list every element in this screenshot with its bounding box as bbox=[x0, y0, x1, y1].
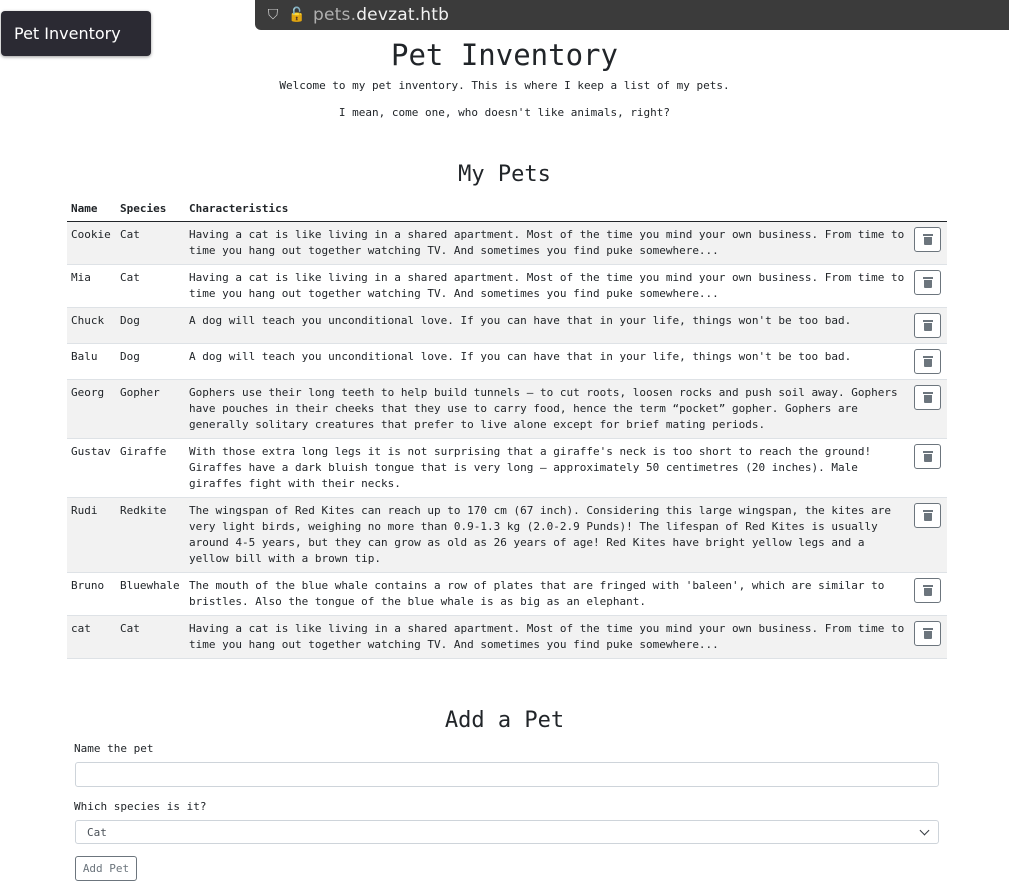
intro-subtext: I mean, come one, who doesn't like animals, right? bbox=[338, 106, 671, 119]
pet-actions-cell bbox=[909, 307, 947, 343]
pet-name-cell: Mia bbox=[67, 264, 116, 307]
table-row bbox=[67, 438, 947, 497]
pet-characteristics-cell: Gophers use their long teeth to help build tunnels – to cut roots, loosen rocks and push soil away. Gophers have pouches in their cheeks that they use to carry food, hence the term “pocket” gopher. Gophers are generally solitary creatures that prefer to live alone except for brief mating periods. bbox=[185, 379, 909, 438]
url-text[interactable]: pets.devzat.htb bbox=[313, 5, 450, 25]
add-pet-heading: Add a Pet bbox=[444, 708, 565, 733]
table-row bbox=[67, 307, 947, 343]
delete-pet-button[interactable] bbox=[914, 349, 941, 374]
table-row bbox=[67, 497, 947, 572]
pet-species-cell: Dog bbox=[116, 307, 185, 343]
tab-tooltip: Pet Inventory bbox=[1, 11, 151, 56]
pet-characteristics-cell: The wingspan of Red Kites can reach up to 170 cm (67 inch). Considering this large wingspan, the kites are very light birds, weighing no more than 0.9-1.3 kg (2.0-2.9 Punds)! The lifespan of Red Kites is usually around 4-5 years, but they can grow as old as 26 years of age! Red Kites have bright yellow legs and a yellow bill with a brown tip. bbox=[185, 497, 909, 572]
species-label: Which species is it? bbox=[74, 800, 207, 813]
pets-table bbox=[67, 198, 947, 659]
table-header-row bbox=[67, 198, 947, 221]
pet-actions-cell bbox=[909, 221, 947, 264]
trash-icon bbox=[923, 277, 933, 288]
pet-species-cell: Cat bbox=[116, 264, 185, 307]
delete-pet-button[interactable] bbox=[914, 578, 941, 603]
pet-name-cell: Balu bbox=[67, 343, 116, 379]
page-title: Pet Inventory bbox=[391, 38, 618, 72]
column-header-species: Species bbox=[116, 198, 185, 221]
pet-actions-cell bbox=[909, 264, 947, 307]
species-select[interactable] bbox=[75, 820, 939, 844]
pet-name-input[interactable] bbox=[75, 762, 939, 787]
pet-species-cell: Cat bbox=[116, 615, 185, 658]
pet-characteristics-cell: Having a cat is like living in a shared apartment. Most of the time you mind your own business. From time to time you hang out together watching TV. And sometimes you find puke somewhere... bbox=[185, 221, 909, 264]
trash-icon bbox=[923, 585, 933, 596]
trash-icon bbox=[923, 510, 933, 521]
species-selected-value: Cat bbox=[87, 825, 107, 839]
column-header-characteristics: Characteristics bbox=[185, 198, 909, 221]
pet-name-cell: Gustav bbox=[67, 438, 116, 497]
pet-name-cell: Georg bbox=[67, 379, 116, 438]
table-row bbox=[67, 264, 947, 307]
pet-characteristics-cell: A dog will teach you unconditional love. If you can have that in your life, things won't be too bad. bbox=[185, 307, 909, 343]
table-row bbox=[67, 379, 947, 438]
delete-pet-button[interactable] bbox=[914, 385, 941, 410]
pet-actions-cell bbox=[909, 497, 947, 572]
chevron-down-icon bbox=[920, 826, 930, 836]
insecure-lock-icon[interactable]: 🔓 bbox=[288, 7, 306, 23]
table-row bbox=[67, 221, 947, 264]
pet-species-cell: Gopher bbox=[116, 379, 185, 438]
pet-characteristics-cell: The mouth of the blue whale contains a row of plates that are fringed with 'baleen', which are similar to bristles. Also the tongue of the blue whale is as big as an elephant. bbox=[185, 572, 909, 615]
trash-icon bbox=[923, 320, 933, 331]
pet-name-cell: Rudi bbox=[67, 497, 116, 572]
delete-pet-button[interactable] bbox=[914, 503, 941, 528]
table-row bbox=[67, 615, 947, 658]
pet-characteristics-cell: With those extra long legs it is not surprising that a giraffe's neck is too short to reach the ground! Giraffes have a dark bluish tongue that is very long – approximately 50 centimetres (20 inches). Male giraffes fight with their necks. bbox=[185, 438, 909, 497]
pet-actions-cell bbox=[909, 379, 947, 438]
pet-species-cell: Cat bbox=[116, 221, 185, 264]
trash-icon bbox=[923, 356, 933, 367]
pet-actions-cell bbox=[909, 438, 947, 497]
shield-icon[interactable]: ⛉ bbox=[267, 7, 279, 23]
pet-characteristics-cell: A dog will teach you unconditional love. If you can have that in your life, things won't be too bad. bbox=[185, 343, 909, 379]
delete-pet-button[interactable] bbox=[914, 313, 941, 338]
table-row bbox=[67, 572, 947, 615]
pet-characteristics-cell: Having a cat is like living in a shared apartment. Most of the time you mind your own business. From time to time you hang out together watching TV. And sometimes you find puke somewhere... bbox=[185, 615, 909, 658]
my-pets-heading: My Pets bbox=[458, 162, 551, 187]
browser-toolbar bbox=[0, 0, 1009, 34]
pet-species-cell: Redkite bbox=[116, 497, 185, 572]
pet-name-cell: Chuck bbox=[67, 307, 116, 343]
trash-icon bbox=[923, 234, 933, 245]
pet-characteristics-cell: Having a cat is like living in a shared apartment. Most of the time you mind your own business. From time to time you hang out together watching TV. And sometimes you find puke somewhere... bbox=[185, 264, 909, 307]
table-row bbox=[67, 343, 947, 379]
pet-name-cell: cat bbox=[67, 615, 116, 658]
trash-icon bbox=[923, 628, 933, 639]
column-header-actions bbox=[909, 198, 947, 221]
pet-actions-cell bbox=[909, 343, 947, 379]
delete-pet-button[interactable] bbox=[914, 227, 941, 252]
pet-actions-cell bbox=[909, 572, 947, 615]
url-bar[interactable] bbox=[255, 0, 1009, 30]
pet-species-cell: Giraffe bbox=[116, 438, 185, 497]
pet-species-cell: Dog bbox=[116, 343, 185, 379]
delete-pet-button[interactable] bbox=[914, 444, 941, 469]
intro-text: Welcome to my pet inventory. This is where I keep a list of my pets. bbox=[279, 79, 730, 92]
add-pet-button[interactable]: Add Pet bbox=[75, 856, 137, 881]
column-header-name: Name bbox=[67, 198, 116, 221]
pet-name-cell: Bruno bbox=[67, 572, 116, 615]
delete-pet-button[interactable] bbox=[914, 621, 941, 646]
pet-name-cell: Cookie bbox=[67, 221, 116, 264]
delete-pet-button[interactable] bbox=[914, 270, 941, 295]
pet-actions-cell bbox=[909, 615, 947, 658]
trash-icon bbox=[923, 392, 933, 403]
trash-icon bbox=[923, 451, 933, 462]
name-label: Name the pet bbox=[74, 742, 154, 755]
pet-species-cell: Bluewhale bbox=[116, 572, 185, 615]
